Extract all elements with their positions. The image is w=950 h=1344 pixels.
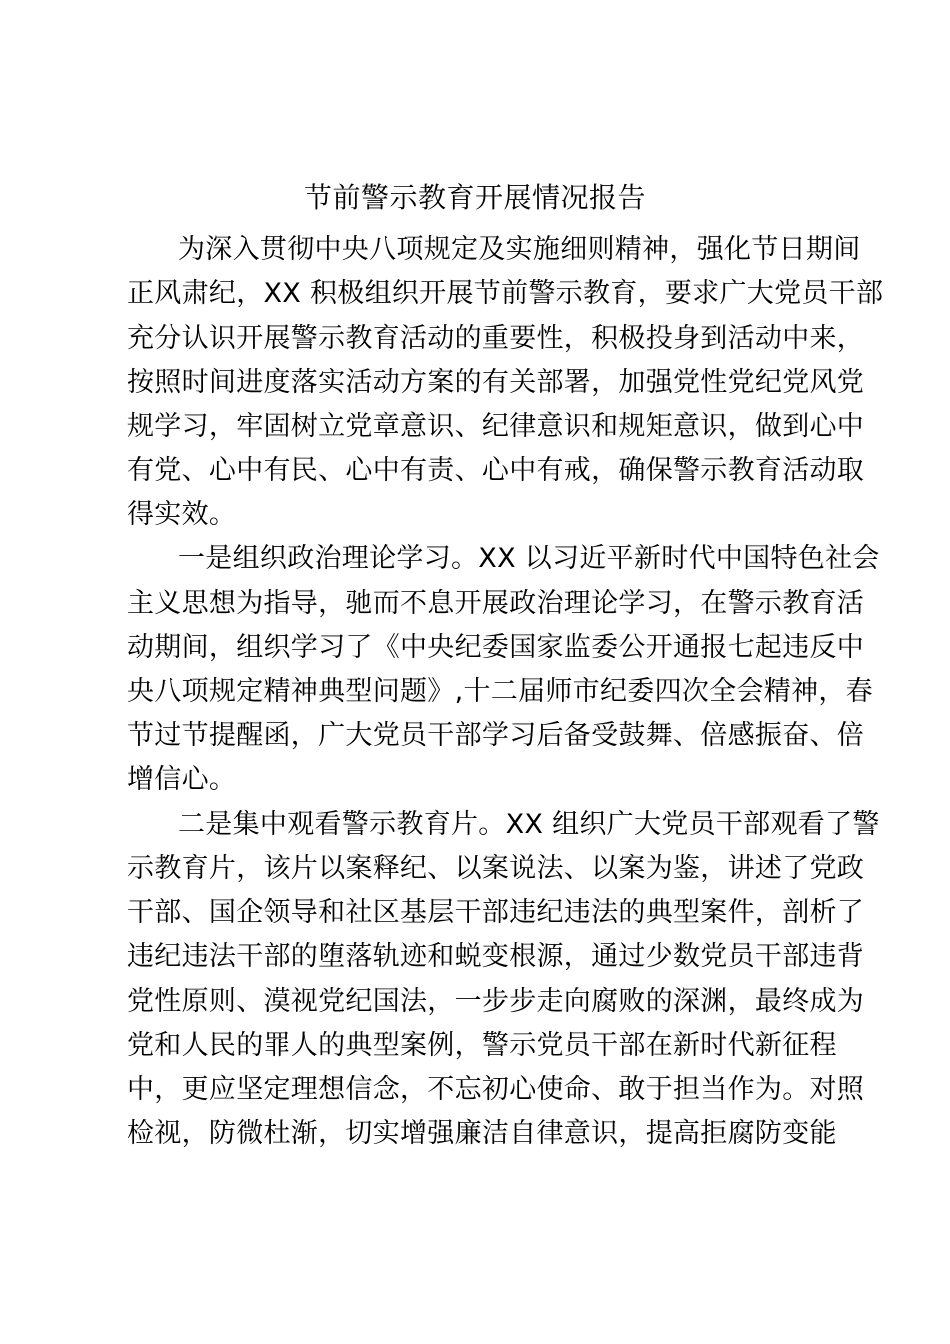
body-line: 有党、心中有民、心中有责、心中有戒，确保警示教育活动取	[127, 455, 865, 486]
body-line: 示教育片，该片以案释纪、以案说法、以案为鉴，讲述了党政	[127, 853, 865, 884]
body-line: 为深入贯彻中央八项规定及实施细则精神，强化节日期间	[178, 234, 861, 265]
body-line: 得实效。	[127, 499, 237, 530]
body-line: 一是组织政治理论学习。XX 以习近平新时代中国特色社会	[178, 543, 880, 574]
body-line: 节过节提醒函，广大党员干部学习后备受鼓舞、倍感振奋、倍	[127, 720, 865, 751]
body-line: 增信心。	[127, 764, 237, 795]
body-line: 中，更应坚定理想信念，不忘初心使命、敢于担当作为。对照	[127, 1074, 865, 1105]
body-line: 充分认识开展警示教育活动的重要性，积极投身到活动中来，	[127, 323, 865, 354]
document-title: 节前警示教育开展情况报告	[303, 181, 646, 214]
body-line: 党和人民的罪人的典型案例，警示党员干部在新时代新征程	[127, 1030, 837, 1061]
body-line: 央八项规定精神典型问题》,十二届师市纪委四次全会精神，春	[127, 676, 873, 707]
body-line: 动期间，组织学习了《中央纪委国家监委公开通报七起违反中	[127, 632, 865, 663]
body-line: 干部、国企领导和社区基层干部违纪违法的典型案件，剖析了	[127, 897, 865, 928]
body-line: 违纪违法干部的堕落轨迹和蜕变根源，通过少数党员干部违背	[127, 941, 865, 972]
body-line: 检视，防微杜渐，切实增强廉洁自律意识，提高拒腐防变能	[127, 1118, 837, 1149]
body-line: 规学习，牢固树立党章意识、纪律意识和规矩意识，做到心中	[127, 411, 865, 442]
body-line: 主义思想为指导，驰而不息开展政治理论学习，在警示教育活	[127, 588, 865, 619]
body-line: 二是集中观看警示教育片。XX 组织广大党员干部观看了警	[178, 809, 880, 840]
body-line: 按照时间进度落实活动方案的有关部署，加强党性党纪党风党	[127, 367, 865, 398]
body-line: 党性原则、漠视党纪国法，一步步走向腐败的深渊，最终成为	[127, 986, 865, 1017]
body-line: 正风肃纪，XX 积极组织开展节前警示教育，要求广大党员干部	[127, 278, 884, 309]
